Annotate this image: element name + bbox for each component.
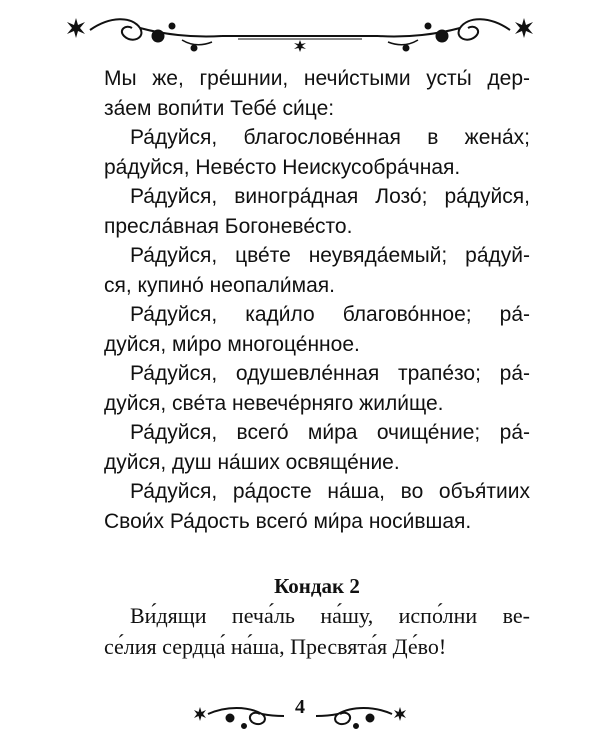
text-line: Ра́дуйся, кади́ло благово́нное; ра́- bbox=[130, 303, 530, 326]
text-line: Ра́дуйся, цве́те неувяда́емый; ра́дуй- bbox=[130, 244, 530, 267]
text-line: Ви́дящи печа́ль на́шу, испо́лни ве- bbox=[130, 603, 530, 628]
text-line: ра́дуйся, Неве́сто Неискусобра́чная. bbox=[104, 155, 461, 179]
text-line: дуйся, ми́ро многоце́нное. bbox=[104, 332, 360, 356]
kondak-text bbox=[104, 600, 530, 662]
text-line: дуйся, све́та невече́рняго жили́ще. bbox=[104, 391, 444, 415]
text-line: Ра́дуйся, благослове́нная в жена́х; bbox=[130, 126, 530, 149]
text-line: Мы же, гре́шнии, нечи́стыми усты́ дер- bbox=[104, 67, 530, 90]
page-number: 4 bbox=[295, 696, 305, 718]
text-line: Ра́дуйся, ра́досте на́ша, во объя́тиих bbox=[130, 480, 530, 503]
text-line: за́ем вопи́ти Тебе́ си́це: bbox=[104, 96, 335, 120]
text-line: дуйся, душ на́ших освяще́ние. bbox=[104, 450, 400, 474]
text-line: Ра́дуйся, одушевле́нная трапе́зо; ра́- bbox=[130, 362, 530, 385]
text-line: Ра́дуйся, всего́ ми́ра очище́ние; ра́- bbox=[130, 421, 530, 444]
text-line: Ра́дуйся, виногра́дная Лозо́; ра́дуйся, bbox=[130, 185, 530, 208]
kondak-heading: Кондак 2 bbox=[274, 574, 360, 598]
prayer-text bbox=[104, 64, 530, 536]
text-line: ся, купино́ неопали́мая. bbox=[104, 273, 335, 297]
text-line: пресла́вная Богоневе́сто. bbox=[104, 214, 353, 238]
top-floral-ornament-icon bbox=[62, 6, 538, 58]
text-line: се́лия сердца́ на́ша, Пресвята́я Де́во! bbox=[104, 634, 447, 659]
text-line: Свои́х Ра́дость всего́ ми́ра носи́вшая. bbox=[104, 509, 472, 533]
